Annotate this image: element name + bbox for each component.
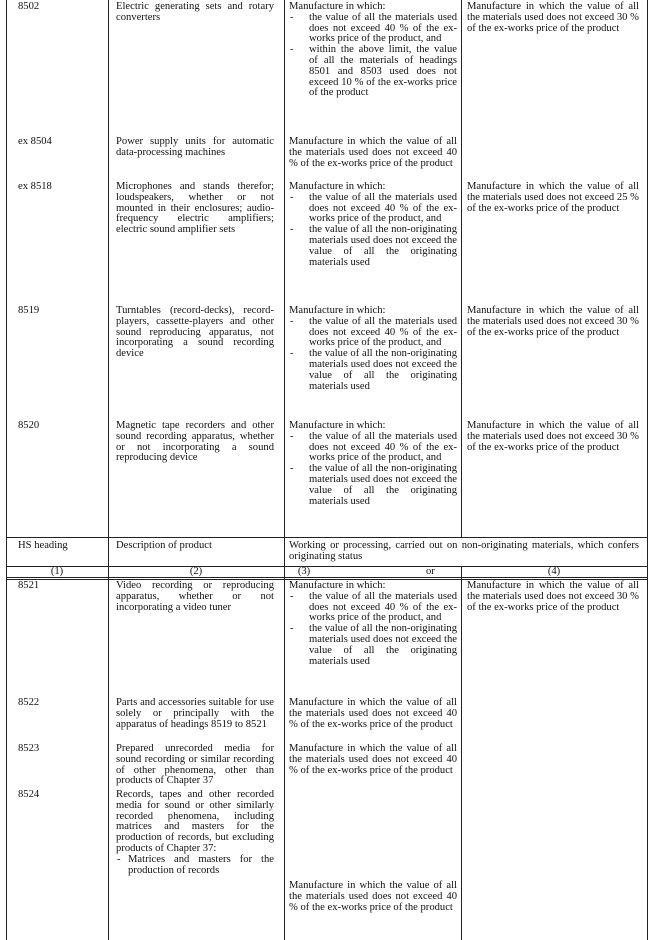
rule-condition: - the value of all the non-originating materials used does not exceed the value of all the originating materials used — [289, 464, 457, 507]
description-ex8504: Power supply units for automatic data-processing machines — [116, 136, 274, 158]
header-description: Description of product — [116, 540, 212, 551]
rule-col3-8521 — [289, 581, 457, 667]
rule-conditions — [289, 13, 457, 99]
rule-col4-8520: Manufacture in which the value of all the materials used does not exceed 30 % of the ex-works price of the product — [467, 420, 639, 453]
rule-col3-8520 — [289, 421, 457, 507]
column-number-1: (1) — [50, 566, 64, 577]
rule-intro: Manufacture in which: — [289, 181, 386, 192]
rule-condition: - the value of all the materials used does not exceed 40 % of the ex-works price of the product, and — [289, 432, 457, 464]
rule-condition: - within the above limit, the value of all the materials of headings 8501 and 8503 used does not exceed 10 % of the ex-works price of the product — [289, 45, 457, 99]
rule-col3-ex8504: Manufacture in which the value of all the materials used does not exceed 40 % of the ex-works price of the product — [289, 136, 457, 169]
column-divider-1 — [108, 0, 109, 940]
column-divider-2 — [284, 0, 285, 940]
table-left-border — [6, 0, 7, 940]
heading-8519: 8519 — [18, 305, 40, 316]
description-8502: Electric generating sets and rotary converters — [116, 1, 274, 23]
rule-col4-8519: Manufacture in which the value of all the materials used does not exceed 30 % of the ex-works price of the product — [467, 305, 639, 338]
table-right-border — [647, 0, 648, 940]
description-8519: Turntables (record-decks), record-players, cassette-players and other sound reproducing apparatus, not incorporating a sound recording device — [116, 305, 274, 360]
rule-condition: - the value of all the non-originating materials used does not exceed the value of all the originating materials used — [289, 624, 457, 667]
rule-condition: - the value of all the materials used does not exceed 40 % of the ex-works price of the product, and — [289, 592, 457, 624]
description-8521: Video recording or reproducing apparatus, whether or not incorporating a video tuner — [116, 580, 274, 613]
heading-ex8504: ex 8504 — [18, 136, 52, 147]
rule-col3-8519 — [289, 306, 457, 392]
rule-conditions — [289, 432, 457, 508]
heading-8502: 8502 — [18, 1, 40, 12]
rule-col3-8524-matrices: Manufacture in which the value of all the materials used does not exceed 40 % of the ex-works price of the product — [289, 880, 457, 913]
heading-ex8518: ex 8518 — [18, 181, 52, 192]
rule-condition: - the value of all the materials used does not exceed 40 % of the ex-works price of the product, and — [289, 193, 457, 225]
column-number-2: (2) — [189, 566, 203, 577]
column-divider-3-lower — [461, 567, 462, 940]
rule-conditions — [289, 592, 457, 668]
header-hs-heading: HS heading — [18, 540, 68, 551]
rule-condition: - the value of all the non-originating materials used does not exceed the value of all the originating materials used — [289, 225, 457, 268]
heading-8521: 8521 — [18, 580, 40, 591]
heading-8523: 8523 — [18, 743, 40, 754]
column-divider-3-upper — [461, 0, 462, 537]
rule-col4-8502: Manufacture in which the value of all the materials used does not exceed 30 % of the ex-works price of the product — [467, 1, 639, 34]
heading-8522: 8522 — [18, 697, 40, 708]
rule-col3-ex8518 — [289, 182, 457, 268]
header-working-processing: Working or processing, carried out on non-originating materials, which confers originating status — [289, 540, 639, 562]
rule-intro: Manufacture in which: — [289, 1, 386, 12]
column-or-label: or — [426, 566, 435, 577]
rule-conditions — [289, 317, 457, 393]
description-8520: Magnetic tape recorders and other sound recording apparatus, whether or not incorporating a sound reproducing device — [116, 420, 274, 464]
rule-col3-8502 — [289, 2, 457, 99]
sub-item-matrices: - Matrices and masters for the production of records — [116, 855, 274, 877]
rule-col4-ex8518: Manufacture in which the value of all the materials used does not exceed 25 % of the ex-works price of the product — [467, 181, 639, 214]
rule-condition: - the value of all the materials used does not exceed 40 % of the ex-works price of the product, and — [289, 317, 457, 349]
rule-col4-8521: Manufacture in which the value of all the materials used does not exceed 30 % of the ex-works price of the product — [467, 580, 639, 613]
rule-intro: Manufacture in which: — [289, 305, 386, 316]
heading-8520: 8520 — [18, 420, 40, 431]
rule-conditions — [289, 193, 457, 269]
description-8522: Parts and accessories suitable for use solely or principally with the apparatus of headings 8519 to 8521 — [116, 697, 274, 730]
description-ex8518: Microphones and stands therefor; loudspeakers, whether or not mounted in their enclosures; audio-frequency electric amplifiers; electric sound amplifier sets — [116, 181, 274, 236]
header-top-border — [6, 537, 647, 538]
rule-condition: - the value of all the non-originating materials used does not exceed the value of all the originating materials used — [289, 349, 457, 392]
description-8523: Prepared unrecorded media for sound recording or similar recording of other phenomena, other than products of Chapter 37 — [116, 743, 274, 787]
column-number-4: (4) — [547, 566, 561, 577]
description-text: Records, tapes and other recorded media for sound or other similarly recorded phenomena, including matrices and masters for the production of records, but excluding products of Chapter 37: — [116, 789, 274, 854]
rule-col3-8522: Manufacture in which the value of all the materials used does not exceed 40 % of the ex-works price of the product — [289, 697, 457, 730]
heading-8524: 8524 — [18, 789, 40, 800]
rule-col3-8523: Manufacture in which the value of all the materials used does not exceed 40 % of the ex-works price of the product — [289, 743, 457, 776]
rule-intro: Manufacture in which: — [289, 420, 386, 431]
column-number-3: (3) — [297, 566, 311, 577]
description-8524 — [116, 790, 274, 876]
rule-intro: Manufacture in which: — [289, 580, 386, 591]
rule-condition: - the value of all the materials used does not exceed 40 % of the ex-works price of the product, and — [289, 13, 457, 45]
